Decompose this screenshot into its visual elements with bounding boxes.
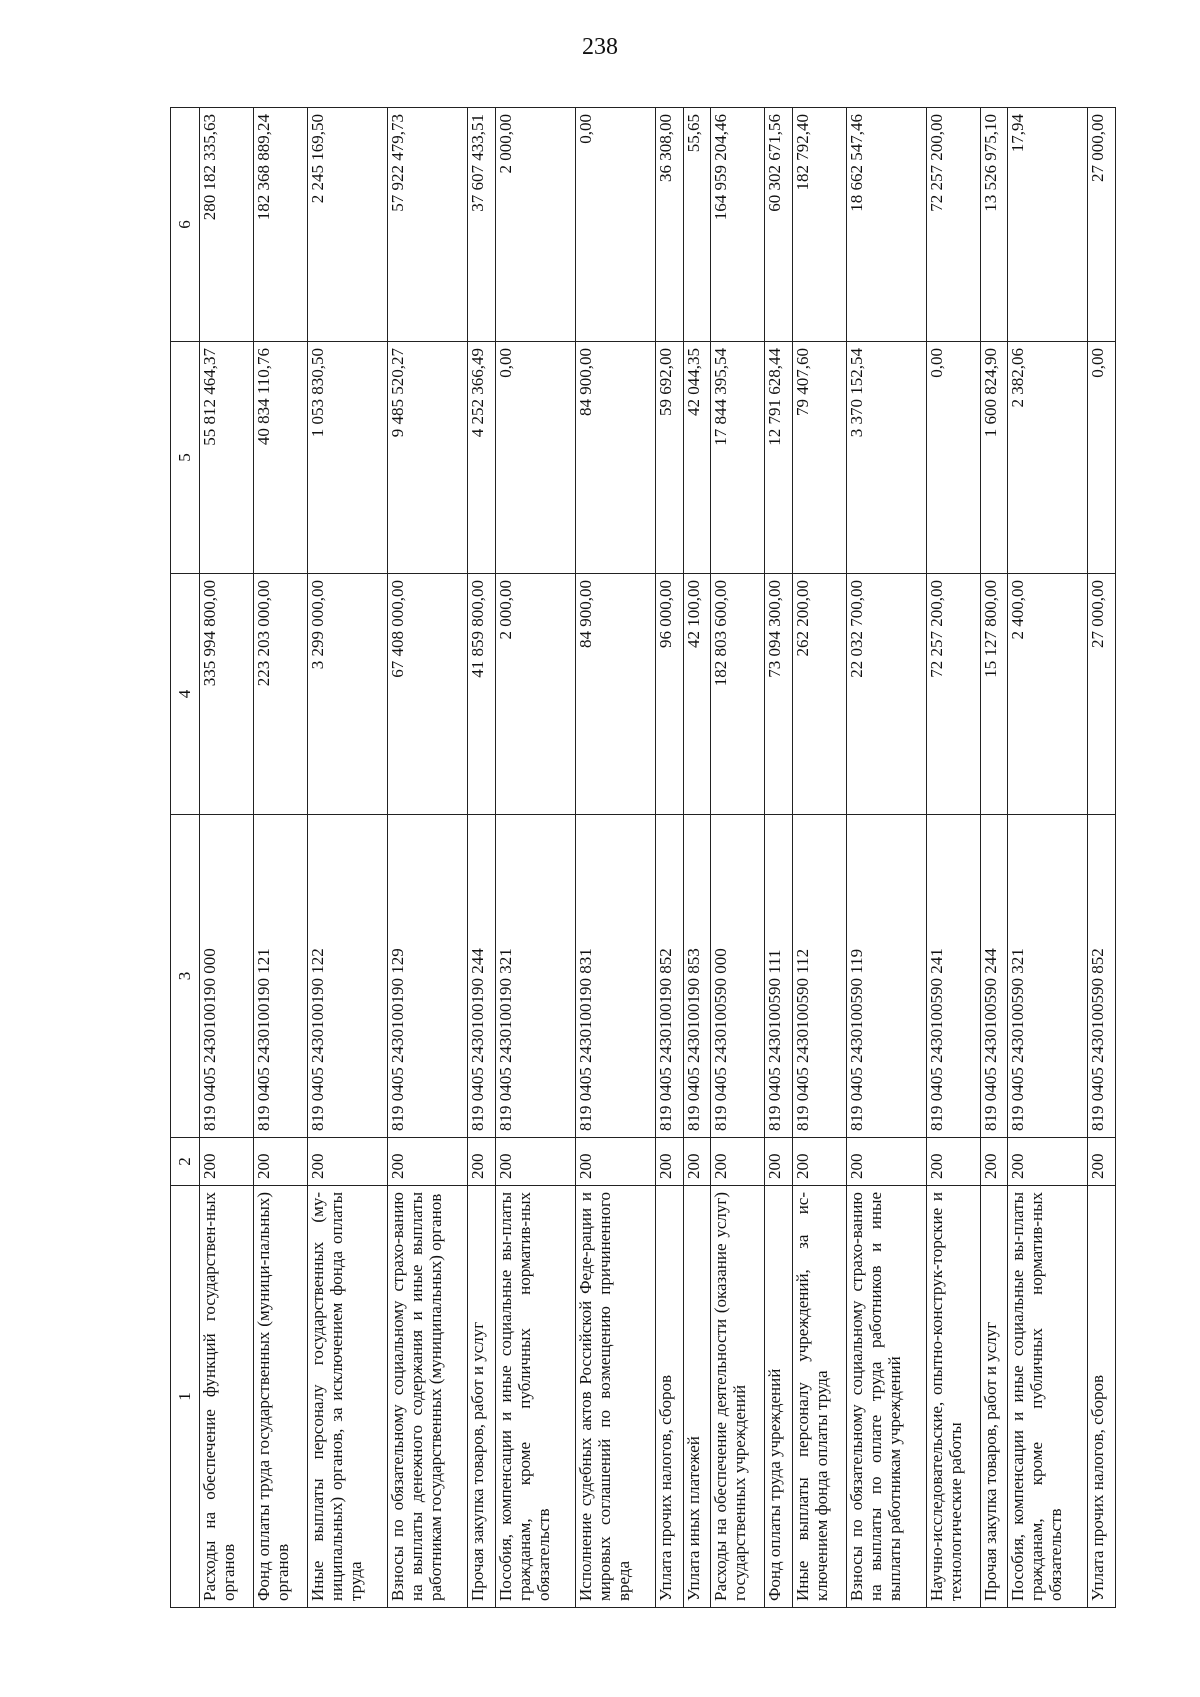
executed-amount-cell: 59 692,00	[655, 342, 683, 574]
executed-amount-cell: 0,00	[495, 342, 575, 574]
item-name-cell: Исполнение судебных актов Российской Феде-рации и мировых соглашений по возмещению причиненного вреда	[575, 1186, 655, 1608]
line-code-cell: 200	[200, 1138, 254, 1186]
remaining-amount-cell: 182 368 889,24	[253, 108, 307, 342]
item-name-cell: Прочая закупка товаров, работ и услуг	[980, 1186, 1008, 1608]
table-row	[495, 108, 575, 1608]
column-header: 3	[171, 815, 200, 1138]
table-row	[655, 108, 683, 1608]
approved-amount-cell: 42 100,00	[683, 574, 711, 815]
table-header-row	[171, 108, 200, 1608]
remaining-amount-cell: 27 000,00	[1088, 108, 1116, 342]
table-row	[200, 108, 254, 1608]
executed-amount-cell: 0,00	[1088, 342, 1116, 574]
item-name-cell: Научно-исследовательские, опытно-конструк-торские и технологические работы	[926, 1186, 980, 1608]
approved-amount-cell: 27 000,00	[1088, 574, 1116, 815]
table-row	[765, 108, 793, 1608]
line-code-cell: 200	[468, 1138, 496, 1186]
line-code-cell: 200	[387, 1138, 467, 1186]
executed-amount-cell: 2 382,06	[1008, 342, 1088, 574]
table-row	[387, 108, 467, 1608]
item-name-cell: Расходы на обеспечение функций государствен-ных органов	[200, 1186, 254, 1608]
table-row	[792, 108, 846, 1608]
budget-code-cell: 819 0405 2430100190 852	[655, 815, 683, 1138]
remaining-amount-cell: 17,94	[1008, 108, 1088, 342]
executed-amount-cell: 9 485 520,27	[387, 342, 467, 574]
item-name-cell: Взносы по обязательному социальному страхо-ванию на выплаты по оплате труда работников и иные выплаты работникам учреждений	[846, 1186, 926, 1608]
budget-code-cell: 819 0405 2430100190 129	[387, 815, 467, 1138]
item-name-cell: Иные выплаты персоналу государственных (му-ниципальных) органов, за исключением фонда оплаты труда	[307, 1186, 387, 1608]
remaining-amount-cell: 36 308,00	[655, 108, 683, 342]
executed-amount-cell: 42 044,35	[683, 342, 711, 574]
remaining-amount-cell: 18 662 547,46	[846, 108, 926, 342]
approved-amount-cell: 223 203 000,00	[253, 574, 307, 815]
budget-code-cell: 819 0405 2430100190 853	[683, 815, 711, 1138]
approved-amount-cell: 182 803 600,00	[711, 574, 765, 815]
approved-amount-cell: 41 859 800,00	[468, 574, 496, 815]
budget-code-cell: 819 0405 2430100590 112	[792, 815, 846, 1138]
executed-amount-cell: 79 407,60	[792, 342, 846, 574]
approved-amount-cell: 15 127 800,00	[980, 574, 1008, 815]
line-code-cell: 200	[765, 1138, 793, 1186]
line-code-cell: 200	[1088, 1138, 1116, 1186]
budget-code-cell: 819 0405 2430100590 119	[846, 815, 926, 1138]
column-header: 6	[171, 108, 200, 342]
column-header: 5	[171, 342, 200, 574]
item-name-cell: Фонд оплаты труда государственных (муници-пальных) органов	[253, 1186, 307, 1608]
budget-code-cell: 819 0405 2430100590 111	[765, 815, 793, 1138]
line-code-cell: 200	[980, 1138, 1008, 1186]
table-row	[926, 108, 980, 1608]
approved-amount-cell: 72 257 200,00	[926, 574, 980, 815]
table-body	[171, 108, 1116, 1608]
table-row	[846, 108, 926, 1608]
approved-amount-cell: 22 032 700,00	[846, 574, 926, 815]
line-code-cell: 200	[495, 1138, 575, 1186]
approved-amount-cell: 3 299 000,00	[307, 574, 387, 815]
table-row	[711, 108, 765, 1608]
budget-code-cell: 819 0405 2430100590 852	[1088, 815, 1116, 1138]
table-row	[307, 108, 387, 1608]
column-header: 4	[171, 574, 200, 815]
remaining-amount-cell: 2 000,00	[495, 108, 575, 342]
approved-amount-cell: 84 900,00	[575, 574, 655, 815]
remaining-amount-cell: 182 792,40	[792, 108, 846, 342]
budget-code-cell: 819 0405 2430100190 000	[200, 815, 254, 1138]
line-code-cell: 200	[253, 1138, 307, 1186]
line-code-cell: 200	[846, 1138, 926, 1186]
budget-code-cell: 819 0405 2430100590 241	[926, 815, 980, 1138]
item-name-cell: Фонд оплаты труда учреждений	[765, 1186, 793, 1608]
executed-amount-cell: 40 834 110,76	[253, 342, 307, 574]
approved-amount-cell: 262 200,00	[792, 574, 846, 815]
item-name-cell: Уплата прочих налогов, сборов	[1088, 1186, 1116, 1608]
remaining-amount-cell: 2 245 169,50	[307, 108, 387, 342]
approved-amount-cell: 73 094 300,00	[765, 574, 793, 815]
table-row	[575, 108, 655, 1608]
budget-code-cell: 819 0405 2430100190 831	[575, 815, 655, 1138]
page-number: 238	[582, 34, 618, 60]
remaining-amount-cell: 57 922 479,73	[387, 108, 467, 342]
budget-code-cell: 819 0405 2430100190 321	[495, 815, 575, 1138]
remaining-amount-cell: 60 302 671,56	[765, 108, 793, 342]
budget-code-cell: 819 0405 2430100190 122	[307, 815, 387, 1138]
item-name-cell: Уплата прочих налогов, сборов	[655, 1186, 683, 1608]
table-row	[683, 108, 711, 1608]
budget-code-cell: 819 0405 2430100190 121	[253, 815, 307, 1138]
item-name-cell: Взносы по обязательному социальному страхо-ванию на выплаты денежного содержания и иные выплаты работникам государственных (муниципальных) органов	[387, 1186, 467, 1608]
item-name-cell: Прочая закупка товаров, работ и услуг	[468, 1186, 496, 1608]
line-code-cell: 200	[307, 1138, 387, 1186]
executed-amount-cell: 1 053 830,50	[307, 342, 387, 574]
approved-amount-cell: 96 000,00	[655, 574, 683, 815]
line-code-cell: 200	[711, 1138, 765, 1186]
executed-amount-cell: 12 791 628,44	[765, 342, 793, 574]
budget-table	[170, 107, 1116, 1608]
line-code-cell: 200	[926, 1138, 980, 1186]
item-name-cell: Пособия, компенсации и иные социальные вы-платы гражданам, кроме публичных норматив-ных обязательств	[495, 1186, 575, 1608]
line-code-cell: 200	[683, 1138, 711, 1186]
remaining-amount-cell: 37 607 433,51	[468, 108, 496, 342]
executed-amount-cell: 3 370 152,54	[846, 342, 926, 574]
remaining-amount-cell: 72 257 200,00	[926, 108, 980, 342]
line-code-cell: 200	[1008, 1138, 1088, 1186]
approved-amount-cell: 2 400,00	[1008, 574, 1088, 815]
column-header: 2	[171, 1138, 200, 1186]
line-code-cell: 200	[792, 1138, 846, 1186]
approved-amount-cell: 2 000,00	[495, 574, 575, 815]
item-name-cell: Пособия, компенсации и иные социальные вы-платы гражданам, кроме публичных норматив-ных обязательств	[1008, 1186, 1088, 1608]
budget-code-cell: 819 0405 2430100590 000	[711, 815, 765, 1138]
item-name-cell: Расходы на обеспечение деятельности (оказание услуг) государственных учреждений	[711, 1186, 765, 1608]
remaining-amount-cell: 0,00	[575, 108, 655, 342]
table-row	[980, 108, 1008, 1608]
executed-amount-cell: 4 252 366,49	[468, 342, 496, 574]
rotated-table-wrapper	[170, 108, 1116, 1608]
item-name-cell: Иные выплаты персоналу учреждений, за ис-ключением фонда оплаты труда	[792, 1186, 846, 1608]
executed-amount-cell: 84 900,00	[575, 342, 655, 574]
remaining-amount-cell: 280 182 335,63	[200, 108, 254, 342]
line-code-cell: 200	[575, 1138, 655, 1186]
item-name-cell: Уплата иных платежей	[683, 1186, 711, 1608]
executed-amount-cell: 17 844 395,54	[711, 342, 765, 574]
budget-code-cell: 819 0405 2430100590 244	[980, 815, 1008, 1138]
executed-amount-cell: 55 812 464,37	[200, 342, 254, 574]
line-code-cell: 200	[655, 1138, 683, 1186]
remaining-amount-cell: 164 959 204,46	[711, 108, 765, 342]
table-row	[1008, 108, 1088, 1608]
approved-amount-cell: 335 994 800,00	[200, 574, 254, 815]
table-row	[253, 108, 307, 1608]
table-row	[1088, 108, 1116, 1608]
remaining-amount-cell: 13 526 975,10	[980, 108, 1008, 342]
approved-amount-cell: 67 408 000,00	[387, 574, 467, 815]
budget-code-cell: 819 0405 2430100190 244	[468, 815, 496, 1138]
remaining-amount-cell: 55,65	[683, 108, 711, 342]
column-header: 1	[171, 1186, 200, 1608]
executed-amount-cell: 0,00	[926, 342, 980, 574]
executed-amount-cell: 1 600 824,90	[980, 342, 1008, 574]
table-row	[468, 108, 496, 1608]
budget-code-cell: 819 0405 2430100590 321	[1008, 815, 1088, 1138]
